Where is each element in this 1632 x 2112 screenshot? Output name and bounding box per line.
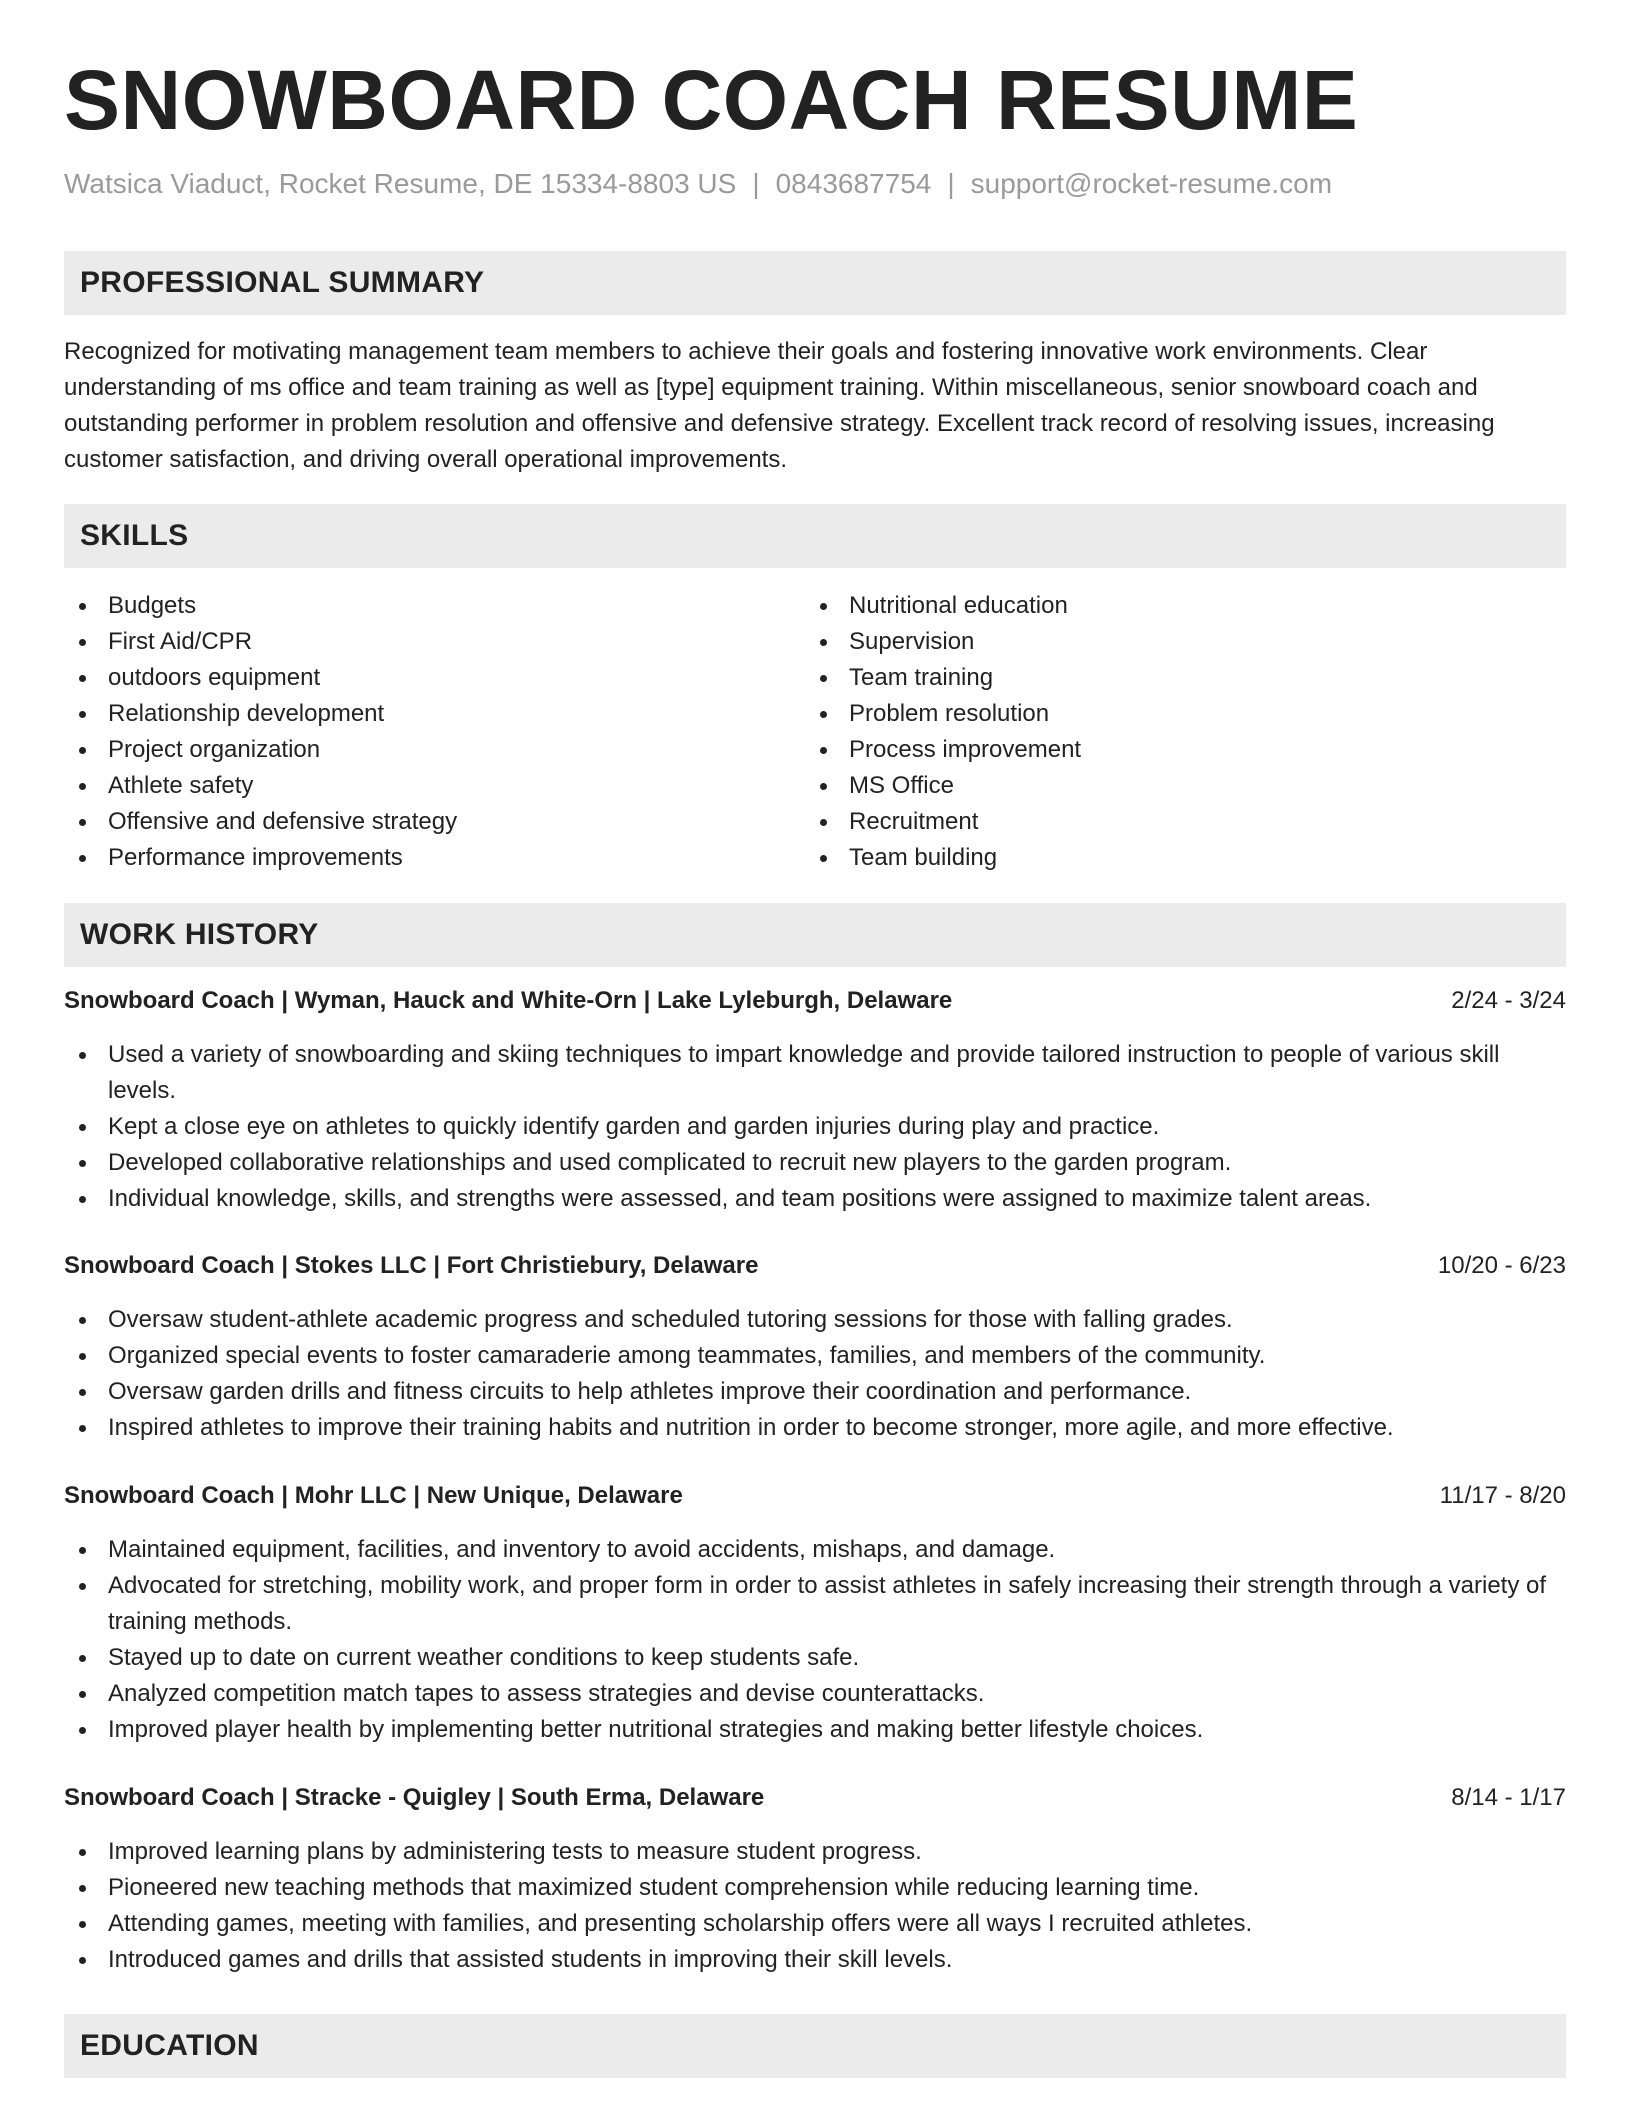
- skill-item: Offensive and defensive strategy: [64, 804, 764, 840]
- skill-item: Performance improvements: [64, 840, 764, 876]
- bullet-icon: [79, 603, 86, 610]
- bullet-icon: [820, 639, 827, 646]
- bullet-icon: [79, 783, 86, 790]
- skill-item: Project organization: [64, 732, 764, 768]
- skill-item: Supervision: [805, 624, 1505, 660]
- bullet-icon: [79, 711, 86, 718]
- bullet-icon: [820, 603, 827, 610]
- skill-item: Nutritional education: [805, 588, 1505, 624]
- job-bullet: Developed collaborative relationships and used complicated to recruit new players to the garden program.: [64, 1145, 1566, 1181]
- bullet-icon: [79, 1691, 86, 1698]
- job-entry: [64, 1780, 1566, 1978]
- skills-column-right: [805, 588, 1505, 876]
- section-header-work-history: [64, 903, 1566, 967]
- contact-separator: |: [947, 168, 955, 199]
- bullet-icon: [79, 1052, 86, 1059]
- bullet-icon: [820, 675, 827, 682]
- job-bullet: Introduced games and drills that assisted students in improving their skill levels.: [64, 1942, 1566, 1978]
- contact-email: support@rocket-resume.com: [970, 168, 1333, 199]
- bullet-icon: [79, 1425, 86, 1432]
- section-header-education: [64, 2014, 1566, 2078]
- job-bullet: Oversaw garden drills and fitness circuits to help athletes improve their coordination and performance.: [64, 1374, 1566, 1410]
- bullet-icon: [79, 1353, 86, 1360]
- skill-item: Relationship development: [64, 696, 764, 732]
- job-bullets: [64, 1532, 1566, 1748]
- bullet-icon: [820, 747, 827, 754]
- job-bullet: Analyzed competition match tapes to assess strategies and devise counterattacks.: [64, 1676, 1566, 1712]
- bullet-icon: [79, 675, 86, 682]
- job-bullet: Kept a close eye on athletes to quickly identify garden and garden injuries during play and practice.: [64, 1109, 1566, 1145]
- section-heading: WORK HISTORY: [80, 918, 319, 951]
- bullet-icon: [79, 747, 86, 754]
- job-bullet: Improved player health by implementing better nutritional strategies and making better lifestyle choices.: [64, 1712, 1566, 1748]
- job-title: Snowboard Coach | Mohr LLC | New Unique, Delaware: [64, 1482, 683, 1509]
- section-header-skills: [64, 504, 1566, 568]
- job-bullet: Attending games, meeting with families, and presenting scholarship offers were all ways I recruited athletes.: [64, 1906, 1566, 1942]
- contact-phone: 0843687754: [775, 168, 932, 199]
- skill-item: Athlete safety: [64, 768, 764, 804]
- bullet-icon: [79, 1583, 86, 1590]
- job-entry: [64, 1248, 1566, 1446]
- bullet-icon: [79, 1389, 86, 1396]
- bullet-icon: [79, 819, 86, 826]
- summary-text: Recognized for motivating management team members to achieve their goals and fostering innovative work environments. Clear understanding of ms office and team training as well as [type] equipment training. Within miscellaneous, senior snowboard coach and outstanding performer in problem resolution and offensive and defensive strategy. Excellent track record of resolving issues, increasing customer satisfaction, and driving overall operational improvements.: [64, 338, 1495, 473]
- job-bullet: Inspired athletes to improve their training habits and nutrition in order to become stronger, more agile, and more effective.: [64, 1410, 1566, 1446]
- skill-item: Team building: [805, 840, 1505, 876]
- bullet-icon: [79, 1124, 86, 1131]
- contact-address: Watsica Viaduct, Rocket Resume, DE 15334-8803 US: [64, 168, 737, 199]
- bullet-icon: [79, 1727, 86, 1734]
- skills-column-left: [64, 588, 764, 876]
- contact-separator: |: [752, 168, 760, 199]
- job-bullet: Pioneered new teaching methods that maximized student comprehension while reducing learning time.: [64, 1870, 1566, 1906]
- section-heading: PROFESSIONAL SUMMARY: [80, 266, 485, 299]
- skill-item: First Aid/CPR: [64, 624, 764, 660]
- resume-title: SNOWBOARD COACH RESUME: [64, 53, 1359, 147]
- bullet-icon: [79, 1160, 86, 1167]
- job-dates: 10/20 - 6/23: [1437, 1252, 1566, 1279]
- bullet-icon: [79, 1196, 86, 1203]
- bullet-icon: [79, 639, 86, 646]
- skill-item: Process improvement: [805, 732, 1505, 768]
- job-title: Snowboard Coach | Stokes LLC | Fort Christiebury, Delaware: [64, 1252, 759, 1279]
- bullet-icon: [820, 711, 827, 718]
- job-dates: 2/24 - 3/24: [1451, 987, 1566, 1014]
- job-bullet: Maintained equipment, facilities, and inventory to avoid accidents, mishaps, and damage.: [64, 1532, 1566, 1568]
- skill-item: MS Office: [805, 768, 1505, 804]
- job-title: Snowboard Coach | Wyman, Hauck and White-Orn | Lake Lyleburgh, Delaware: [64, 987, 953, 1014]
- job-header: [64, 1780, 1566, 1816]
- section-heading: SKILLS: [80, 519, 189, 552]
- bullet-icon: [79, 1921, 86, 1928]
- job-dates: 8/14 - 1/17: [1451, 1784, 1566, 1811]
- job-entry: [64, 1478, 1566, 1748]
- skill-item: Budgets: [64, 588, 764, 624]
- job-header: [64, 1248, 1566, 1284]
- job-bullet: Individual knowledge, skills, and strengths were assessed, and team positions were assigned to maximize talent areas.: [64, 1181, 1566, 1217]
- skill-item: Team training: [805, 660, 1505, 696]
- job-entry: [64, 983, 1566, 1217]
- bullet-icon: [79, 1317, 86, 1324]
- bullet-icon: [79, 855, 86, 862]
- job-bullets: [64, 1037, 1566, 1217]
- job-bullets: [64, 1834, 1566, 1978]
- bullet-icon: [79, 1547, 86, 1554]
- bullet-icon: [820, 783, 827, 790]
- job-bullet: Stayed up to date on current weather conditions to keep students safe.: [64, 1640, 1566, 1676]
- bullet-icon: [820, 819, 827, 826]
- bullet-icon: [820, 855, 827, 862]
- job-bullet: Advocated for stretching, mobility work, and proper form in order to assist athletes in safely increasing their strength through a variety of training methods.: [64, 1568, 1566, 1640]
- bullet-icon: [79, 1885, 86, 1892]
- bullet-icon: [79, 1655, 86, 1662]
- skill-item: Recruitment: [805, 804, 1505, 840]
- job-header: [64, 983, 1566, 1019]
- section-heading: EDUCATION: [80, 2029, 259, 2062]
- bullet-icon: [79, 1957, 86, 1964]
- contact-line: [64, 166, 1332, 202]
- skill-item: outdoors equipment: [64, 660, 764, 696]
- job-bullet: Used a variety of snowboarding and skiing techniques to impart knowledge and provide tailored instruction to people of various skill levels.: [64, 1037, 1566, 1109]
- bullet-icon: [79, 1849, 86, 1856]
- job-bullet: Improved learning plans by administering tests to measure student progress.: [64, 1834, 1566, 1870]
- job-dates: 11/17 - 8/20: [1439, 1482, 1566, 1509]
- job-header: [64, 1478, 1566, 1514]
- job-bullets: [64, 1302, 1566, 1446]
- skill-item: Problem resolution: [805, 696, 1505, 732]
- job-bullet: Oversaw student-athlete academic progress and scheduled tutoring sessions for those with falling grades.: [64, 1302, 1566, 1338]
- section-header-summary: [64, 251, 1566, 315]
- job-bullet: Organized special events to foster camaraderie among teammates, families, and members of the community.: [64, 1338, 1566, 1374]
- job-title: Snowboard Coach | Stracke - Quigley | South Erma, Delaware: [64, 1784, 765, 1811]
